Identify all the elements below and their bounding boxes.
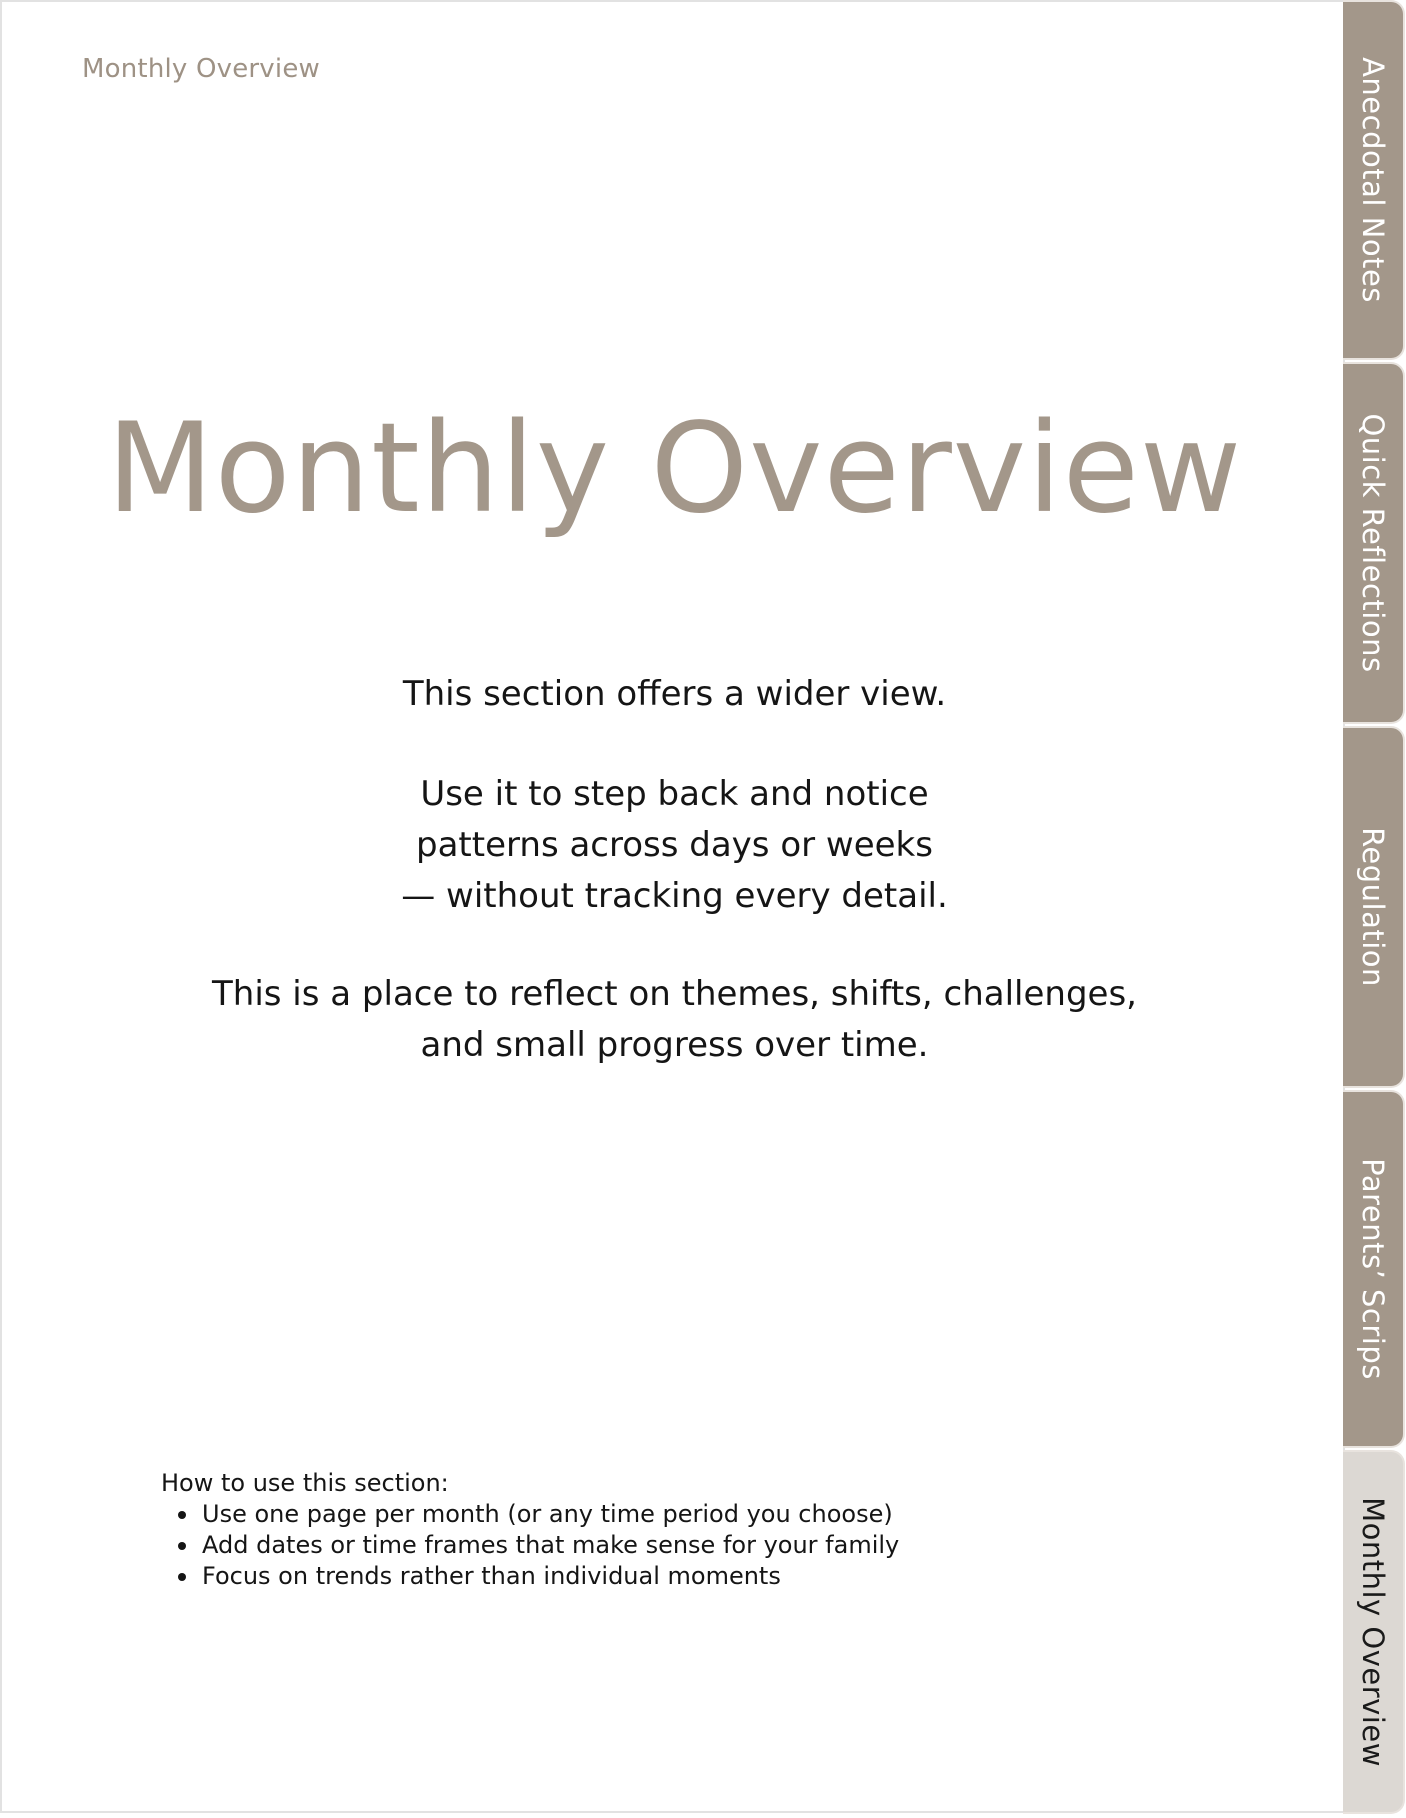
tab-label: Parents’ Scrips xyxy=(1356,1158,1390,1380)
tab-label: Monthly Overview xyxy=(1356,1497,1390,1767)
tab-label: Anecdotal Notes xyxy=(1356,57,1390,303)
list-item: Add dates or time frames that make sense for your family xyxy=(202,1531,900,1559)
tab-regulation[interactable] xyxy=(1343,726,1405,1088)
tab-label: Quick Reflections xyxy=(1356,413,1390,673)
intro-paragraph-2 xyxy=(2,769,1347,922)
tab-anecdotal-notes[interactable] xyxy=(1343,0,1405,360)
intro-line: — without tracking every detail. xyxy=(401,876,948,916)
intro-line: This section offers a wider view. xyxy=(402,674,947,714)
intro-line: This is a place to reflect on themes, shifts, challenges, xyxy=(212,974,1137,1014)
tab-label: Regulation xyxy=(1356,827,1390,987)
intro-line: and small progress over time. xyxy=(420,1025,929,1065)
how-to-heading: How to use this section: xyxy=(161,1469,449,1497)
how-to-section xyxy=(161,1468,899,1592)
intro-line: Use it to step back and notice xyxy=(420,774,929,814)
tab-monthly-overview[interactable] xyxy=(1343,1450,1405,1814)
how-to-list xyxy=(161,1499,899,1592)
list-item: Focus on trends rather than individual moments xyxy=(202,1561,899,1592)
list-item: Use one page per month (or any time period you choose) xyxy=(202,1499,899,1530)
intro-paragraph-3 xyxy=(2,969,1347,1071)
running-header: Monthly Overview xyxy=(82,54,320,84)
intro-line: patterns across days or weeks xyxy=(416,825,933,865)
tab-parents-scrips[interactable] xyxy=(1343,1090,1405,1448)
tab-quick-reflections[interactable] xyxy=(1343,362,1405,724)
page-title: Monthly Overview xyxy=(106,397,1243,541)
intro-paragraph-1 xyxy=(2,669,1347,720)
